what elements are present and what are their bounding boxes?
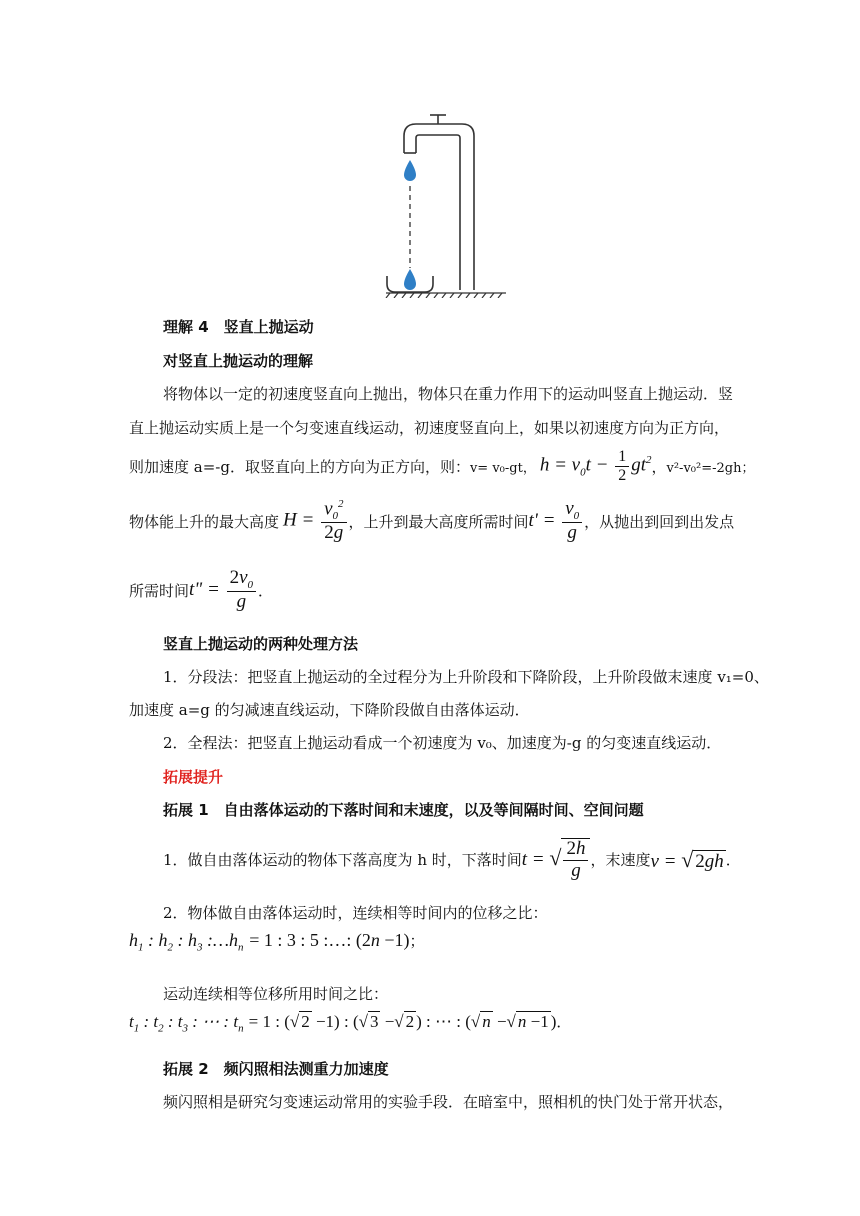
text-acceleration: 则加速度 a=-g．取竖直向上的方向为正方向，则： <box>129 457 470 476</box>
faucet-drop-figure <box>378 108 518 298</box>
semicolon: ； <box>409 932 425 950</box>
subheading-understanding: 对竖直上抛运动的理解 <box>163 352 314 370</box>
formula-total-time: t" = $\frac{2v_0}{g}$ <box>189 568 258 613</box>
text-return: ，从抛出到回到出发点 <box>584 512 735 531</box>
formula-fall-time: t = √ $\frac{2h}{g}$ <box>522 838 591 882</box>
formula-time-ratio: $t_1$ : $t_2$ : $t_3$ : ⋯ : $t_n = 1$ : (√ 2 −1) : (√ 3 −√ 2 ) : ⋯ : (√ n −√ n −1 )． <box>129 1012 572 1035</box>
extension-1-title: 拓展 1 自由落体运动的下落时间和末速度，以及等间隔时间、空间问题 <box>163 801 644 819</box>
paragraph-line-3 <box>129 448 754 484</box>
subheading-methods: 竖直上抛运动的两种处理方法 <box>163 635 359 653</box>
extension-2-title: 拓展 2 频闪照相法测重力加速度 <box>163 1060 389 1078</box>
paragraph-line-5 <box>129 568 273 613</box>
method-1-line-2: 加速度 a=g 的匀减速直线运动，下降阶段做自由落体运动． <box>129 701 530 719</box>
period: ． <box>725 851 741 870</box>
text-max-height: 物体能上升的最大高度 <box>129 512 280 531</box>
text-rise-time: ，上升到最大高度所需时间 <box>348 512 529 531</box>
paragraph-line-2: 直上抛运动实质上是一个匀变速直线运动，初速度竖直向上，如果以初速度方向为正方向， <box>129 419 730 437</box>
extension-1-item-2: 2．物体做自由落体运动时，连续相等时间内的位移之比： <box>163 904 548 922</box>
formula-max-height: H = $\frac{v_0^2}{2g}$ <box>283 498 348 544</box>
ground-hatch <box>386 293 506 298</box>
comma: ， <box>651 457 667 476</box>
section-title-understanding-4: 理解 4 竖直上抛运动 <box>163 318 314 336</box>
period: ． <box>556 1013 572 1031</box>
formula-final-velocity: v = √ 2gh <box>650 846 724 872</box>
extension-1-item-1 <box>163 838 741 882</box>
text-total-time: 所需时间 <box>129 581 190 600</box>
extension-heading: 拓展提升 <box>163 768 224 786</box>
formula-velocity-squared: v²-v₀²=-2gh； <box>666 460 755 476</box>
method-1-line-1: 1．分段法：把竖直上抛运动的全过程分为上升阶段和下降阶段，上升阶段做末速度 v₁=0、 <box>163 668 769 686</box>
text-fall-time: 1．做自由落体运动的物体下落高度为 h 时，下落时间 <box>163 851 522 870</box>
water-drop-lower <box>404 269 416 290</box>
paragraph-line-1: 将物体以一定的初速度竖直向上抛出，物体只在重力作用下的运动叫竖直上抛运动．竖 <box>163 385 734 403</box>
extension-2-paragraph: 频闪照相是研究匀变速运动常用的实验手段．在暗室中，照相机的快门处于常开状态， <box>163 1093 734 1111</box>
period: ． <box>258 581 274 600</box>
formula-height: $h = v_0t$ − $\frac{1}{2}$ $gt^2$ <box>539 448 652 484</box>
method-2: 2．全程法：把竖直上抛运动看成一个初速度为 v₀、加速度为-g 的匀变速直线运动． <box>163 734 722 752</box>
formula-rise-time: t' = $\frac{v_0}{g}$ <box>529 499 585 544</box>
water-drop-upper <box>404 160 416 181</box>
formula-velocity: v= v₀-gt， <box>469 460 536 476</box>
formula-displacement-ratio: $h_1$ : $h_2$ : $h_3$ $:\dots h_n = 1$ : 3 : 5 :…: (2n −1)； <box>129 930 425 954</box>
text-final-velocity: ，末速度 <box>590 851 651 870</box>
paragraph-line-4 <box>129 498 734 544</box>
faucet-pipe <box>404 115 474 290</box>
extension-1-item-3: 运动连续相等位移所用时间之比： <box>163 985 389 1003</box>
